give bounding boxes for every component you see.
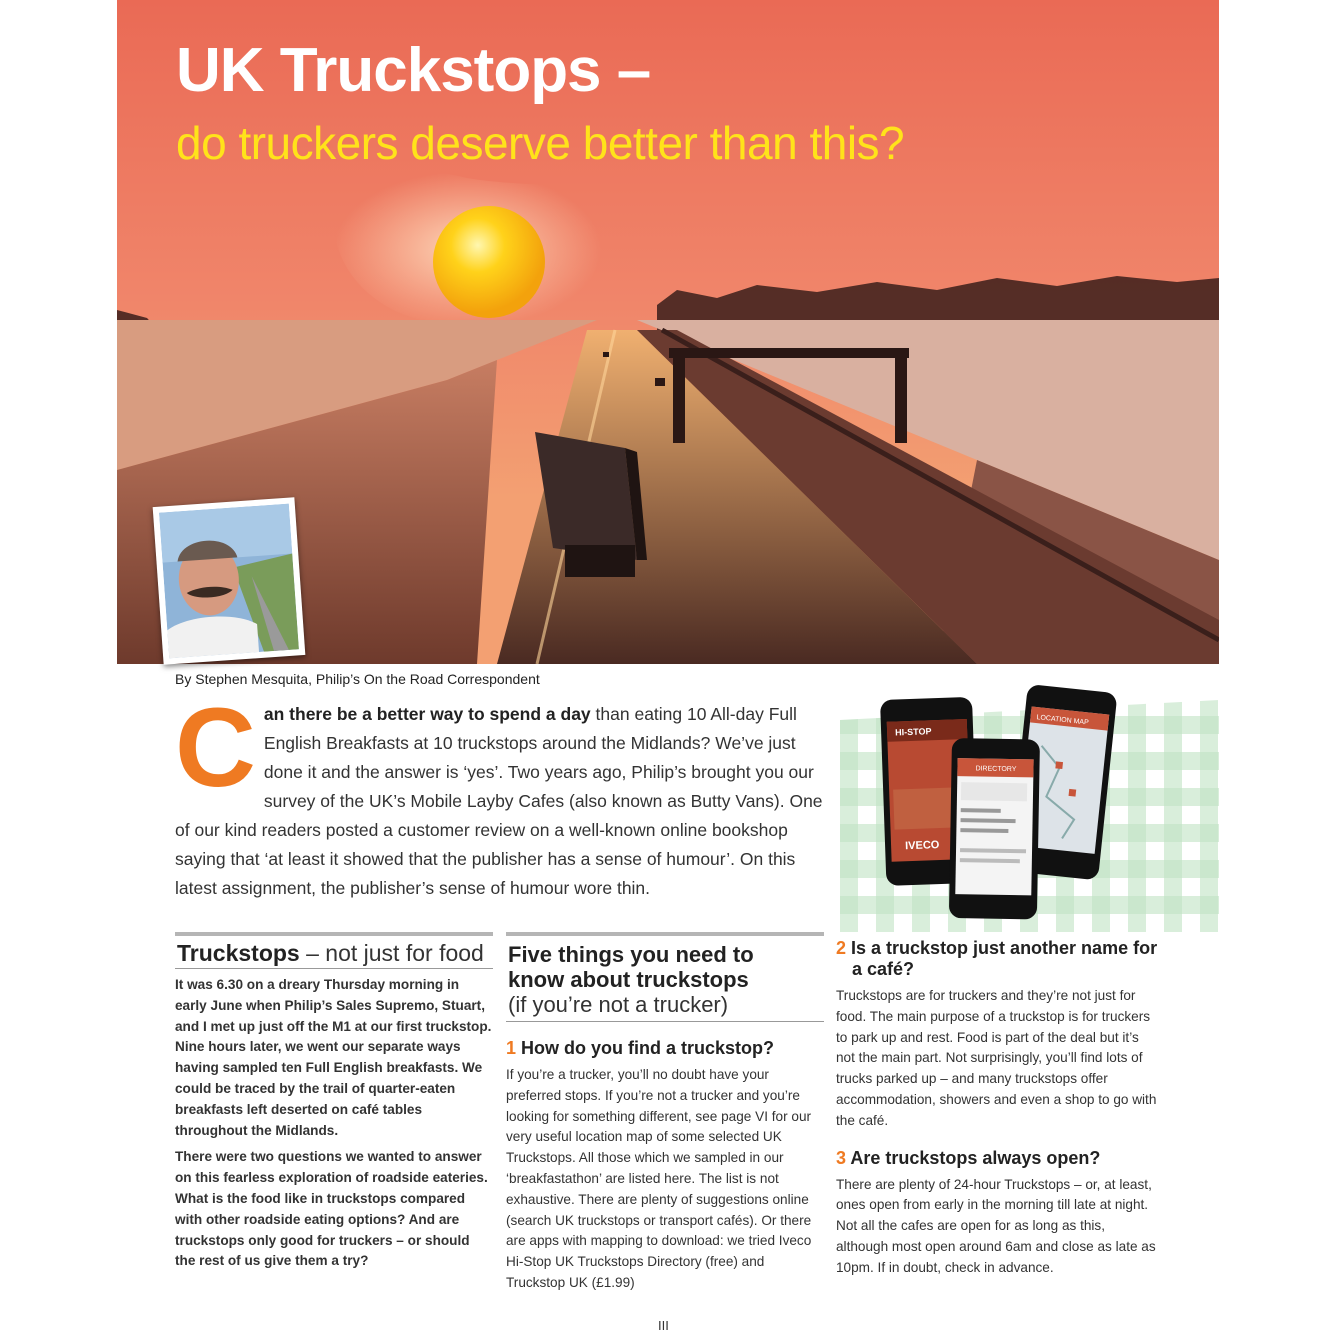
page-number: III bbox=[658, 1318, 669, 1333]
section-heading-truckstops: Truckstops – not just for food bbox=[177, 940, 484, 966]
five-things-subheading: (if you’re not a trucker) bbox=[508, 992, 729, 1017]
col1-paragraph-1: It was 6.30 on a dreary Thursday morning in early June when Philip’s Sales Supremo, Stuart, and I met up just off the M1 at our first truckstop. Nine hours later, we went our separate ways having sampled ten Full English breakfasts. We could be traced by the trail of quarter-eaten breakfasts left deserted on café tables throughout the Midlands. bbox=[175, 977, 492, 1138]
item-2-text: Truckstops are for truckers and they’re not just for food. The main purpose of a truckstop is for truckers to park up and rest. Food is part of the deal but it’s not the main part. Not surprisingly, you’ll find lots of trucks parked up – and many truckstops offer accommodation, showers and even a shop to go with the café. bbox=[836, 988, 1157, 1128]
intro-paragraph bbox=[175, 685, 827, 903]
column-not-just-food bbox=[175, 932, 493, 1272]
directory-header: DIRECTORY bbox=[975, 765, 1017, 774]
byline: By Stephen Mesquita, Philip’s On the Road Correspondent bbox=[175, 671, 540, 687]
heading-underline bbox=[175, 968, 493, 969]
sun-yolk bbox=[433, 206, 545, 318]
five-things-heading-2: know about truckstops bbox=[508, 967, 749, 992]
app-title: HI-STOP bbox=[894, 726, 932, 738]
column-rule bbox=[175, 932, 493, 936]
item-1-text: If you’re a trucker, you’ll no doubt have your preferred stops. If you’re not a trucker and you’re looking for something different, see page VI for our very useful location map of some selected UK Truckstops. All those which we sampled in our ‘breakfastathon’ are listed here. The list is not exhaustive. There are plenty of suggestions online (search UK truckstops or transport cafés). Or there are apps with mapping to download: we tried Iveco Hi-Stop UK Truckstops Directory (free) and Truckstop UK (£1.99) bbox=[506, 1067, 812, 1290]
col1-paragraph-2: There were two questions we wanted to answer on this fearless exploration of roadside eateries. What is the food like in truckstops compared with other roadside eating options? And are truckstops only good for truckers – or should the rest of us give them a try? bbox=[175, 1149, 488, 1269]
app-brand: IVECO bbox=[904, 839, 940, 853]
phone-app-image bbox=[840, 680, 1219, 932]
map-header: LOCATION MAP bbox=[1036, 714, 1090, 727]
column-rule bbox=[506, 932, 824, 936]
item-3-text: There are plenty of 24-hour Truckstops – or, at least, ones open from early in the morning till late at night. Not all the cafes are open for as long as this, although most open around 6am and close as late as 10pm. If in doubt, check in advance. bbox=[836, 1176, 1156, 1275]
column-items-2-3 bbox=[836, 938, 1158, 1279]
item-3-heading: 3 Are truckstops always open? bbox=[836, 1147, 1101, 1168]
column-five-things bbox=[506, 932, 824, 1294]
page-title: UK Truckstops – bbox=[176, 36, 651, 105]
drop-cap: C bbox=[175, 685, 256, 810]
five-things-heading-1: Five things you need to bbox=[508, 942, 754, 967]
page-subtitle: do truckers deserve better than this? bbox=[176, 117, 905, 169]
author-portrait bbox=[153, 497, 306, 665]
heading-underline bbox=[506, 1021, 824, 1022]
item-1-heading: 1 How do you find a truckstop? bbox=[506, 1038, 775, 1058]
item-2-heading: 2 Is a truckstop just another name for a café? bbox=[836, 938, 1158, 979]
intro-lead: an there be a better way to spend a day bbox=[263, 704, 591, 724]
intro-text: than eating 10 All-day Full English Breakfasts at 10 truckstops around the Midlands? We’ve just done it and the answer is ‘yes’. Two years ago, Philip’s brought you our survey of the UK’s Mobile Layby Cafes (also known as Butty Vans). One of our kind readers posted a customer review on a well-known online bookshop saying that ‘at least it showed that the publisher has a sense of humour’. On this latest assignment, the publisher’s sense of humour wore thin. bbox=[175, 704, 823, 898]
